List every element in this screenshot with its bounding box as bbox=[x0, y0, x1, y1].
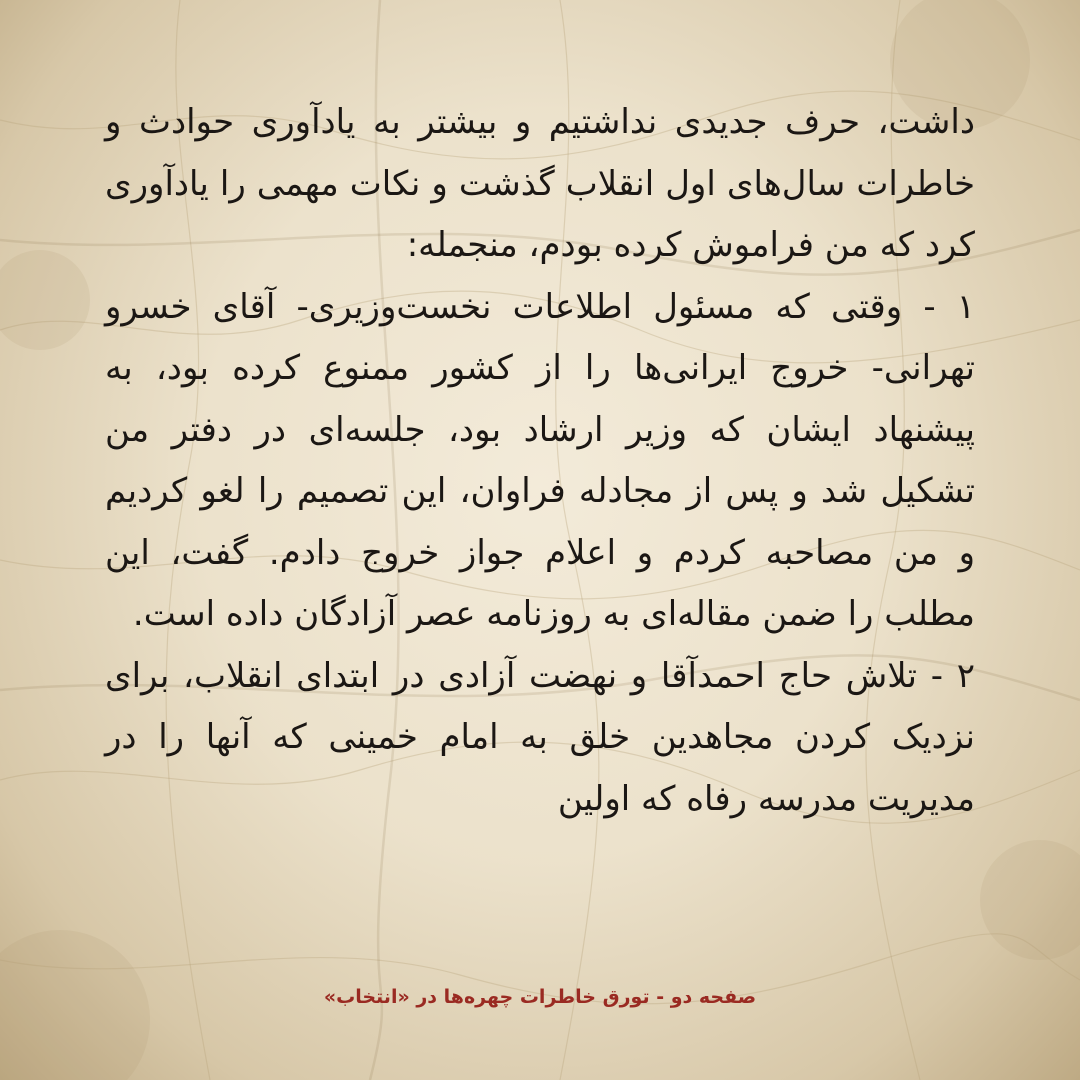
article-paragraph-intro: داشت، حرف جدیدی نداشتیم و بیشتر به یادآوری حوادث و خاطرات سال‌های اول انقلاب گذشت و نکات مهمی را یادآوری کرد که من فراموش کرده بودم، منجمله: bbox=[105, 102, 975, 265]
article-paragraph-item-1: ۱ - وقتی که مسئول اطلاعات نخست‌وزیری- آقای خسرو تهرانی- خروج ایرانی‌ها را از کشور ممنوع کرده بود، به پیشنهاد ایشان که وزیر ارشاد بود، جلسه‌ای در دفتر من تشکیل شد و پس از مجادله فراوان، این تصمیم را لغو کردیم و من مصاحبه کردم و اعلام جواز خروج دادم. گفت، این مطلب را ضمن مقاله‌ای به روزنامه عصر آزادگان داده است. bbox=[105, 286, 975, 634]
article-body bbox=[105, 92, 975, 830]
page-caption: صفحه دو - تورق خاطرات چهره‌ها در «انتخاب» bbox=[323, 986, 757, 1008]
article-paragraph-item-2: ۲ - تلاش حاج احمدآقا و نهضت آزادی در ابتدای انقلاب، برای نزدیک کردن مجاهدین خلق به امام خمینی که آنها را در مدیریت مدرسه رفاه که اولین bbox=[105, 655, 975, 819]
